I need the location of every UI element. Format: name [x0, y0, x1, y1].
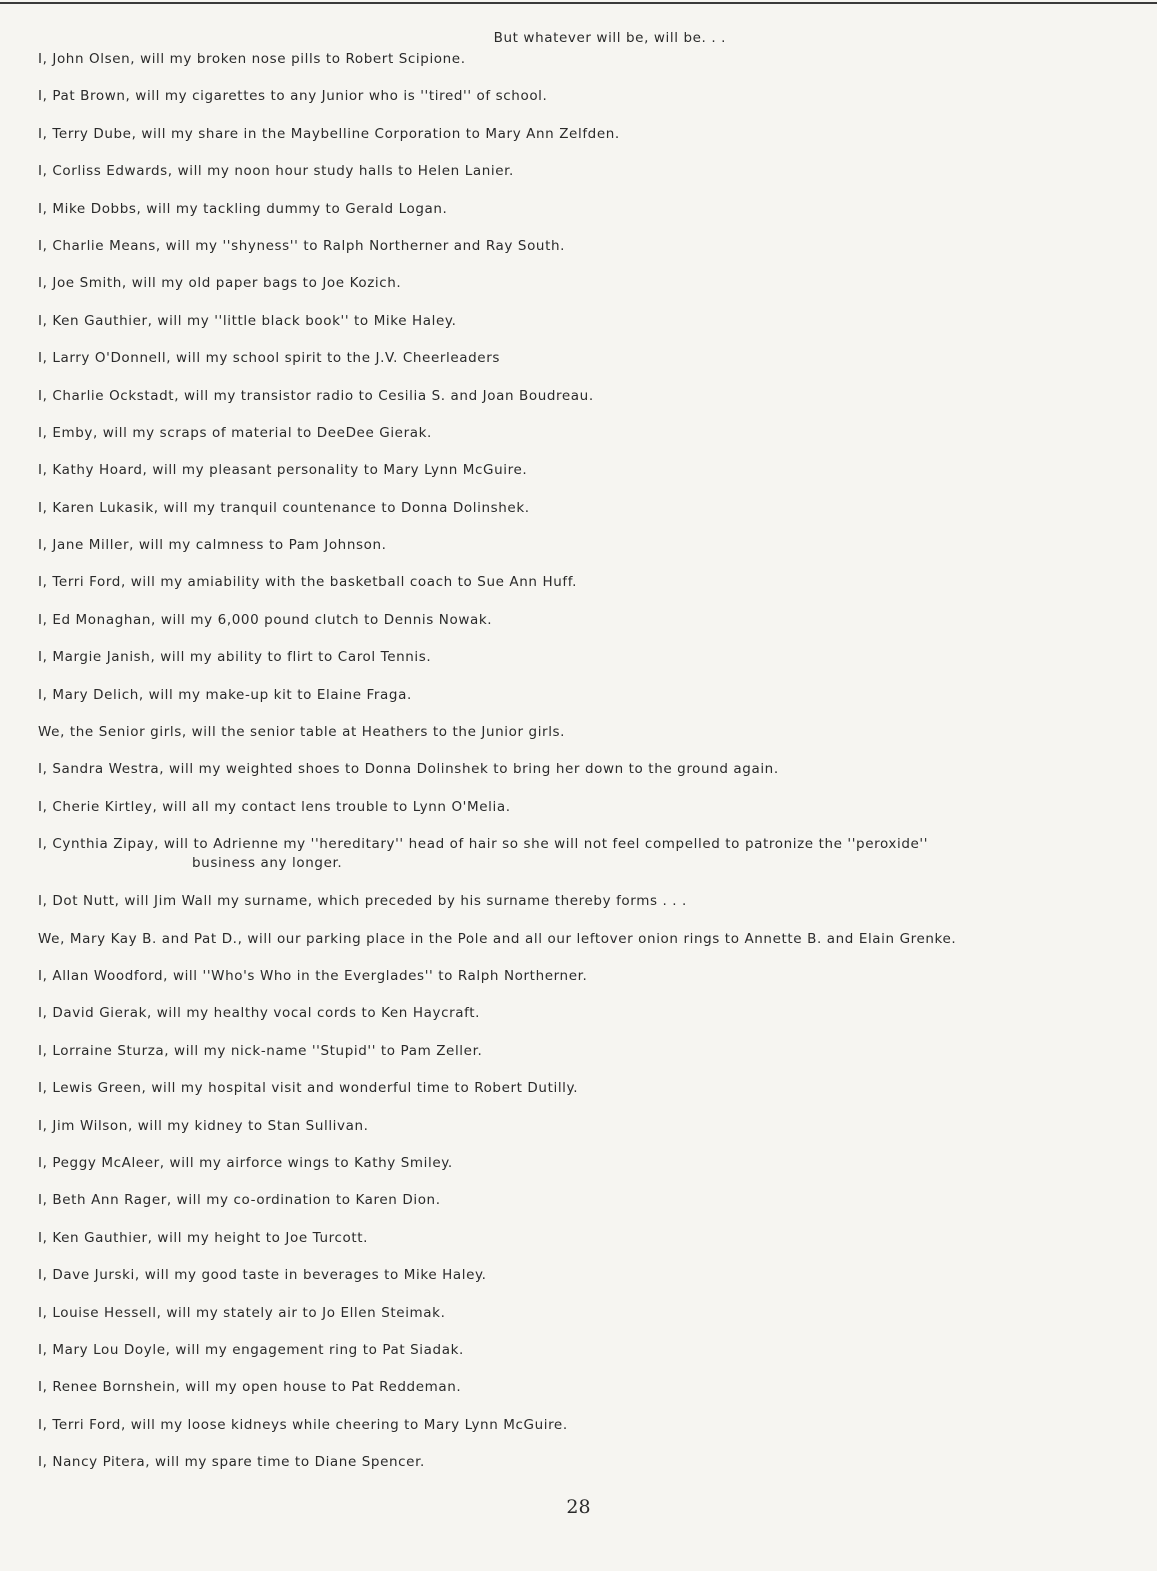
- will-entry: I, Renee Bornshein, will my open house to Pat Reddeman.: [38, 1379, 462, 1396]
- will-entry: We, Mary Kay B. and Pat D., will our parking place in the Pole and all our leftover onion rings to Annette B. and Elain Grenke.: [38, 930, 957, 947]
- will-entry: I, Terri Ford, will my amiability with the basketball coach to Sue Ann Huff.: [38, 574, 577, 591]
- will-entry: I, Jane Miller, will my calmness to Pam Johnson.: [38, 537, 387, 554]
- will-entry: I, Dot Nutt, will Jim Wall my surname, which preceded by his surname thereby forms . . .: [38, 893, 687, 910]
- page-header: But whatever will be, will be. . .: [493, 30, 726, 46]
- will-entry: I, Corliss Edwards, will my noon hour study halls to Helen Lanier.: [38, 163, 514, 180]
- will-entry: I, Kathy Hoard, will my pleasant personality to Mary Lynn McGuire.: [38, 462, 528, 479]
- will-entry: I, Lorraine Sturza, will my nick-name ''Stupid'' to Pam Zeller.: [38, 1042, 483, 1059]
- top-rule: [0, 2, 1157, 4]
- will-entry: I, Joe Smith, will my old paper bags to Joe Kozich.: [38, 275, 402, 292]
- will-entry: I, Dave Jurski, will my good taste in beverages to Mike Haley.: [38, 1267, 487, 1284]
- will-entry: I, Jim Wilson, will my kidney to Stan Sullivan.: [38, 1117, 369, 1134]
- will-entry: I, Louise Hessell, will my stately air to Jo Ellen Steimak.: [38, 1304, 446, 1321]
- will-entry: I, Nancy Pitera, will my spare time to Diane Spencer.: [38, 1454, 425, 1471]
- will-entry-wrapped: [38, 835, 1123, 892]
- will-entry: I, Cherie Kirtley, will all my contact lens trouble to Lynn O'Melia.: [38, 798, 511, 815]
- will-entry: I, Larry O'Donnell, will my school spirit to the J.V. Cheerleaders: [38, 350, 500, 367]
- will-entry: I, Sandra Westra, will my weighted shoes to Donna Dolinshek to bring her down to the ground again.: [38, 761, 779, 778]
- will-entry: I, Ken Gauthier, will my ''little black book'' to Mike Haley.: [38, 312, 457, 329]
- will-entry: I, Margie Janish, will my ability to flirt to Carol Tennis.: [38, 649, 432, 666]
- will-entry: I, Terry Dube, will my share in the Maybelline Corporation to Mary Ann Zelfden.: [38, 125, 620, 142]
- will-entry: I, Karen Lukasik, will my tranquil countenance to Donna Dolinshek.: [38, 499, 530, 516]
- will-entry: I, Lewis Green, will my hospital visit and wonderful time to Robert Dutilly.: [38, 1080, 579, 1097]
- will-entry: I, Pat Brown, will my cigarettes to any Junior who is ''tired'' of school.: [38, 88, 548, 105]
- will-entry: I, Mary Delich, will my make-up kit to Elaine Fraga.: [38, 686, 412, 703]
- will-entry: We, the Senior girls, will the senior table at Heathers to the Junior girls.: [38, 724, 566, 741]
- will-entry: I, Emby, will my scraps of material to DeeDee Gierak.: [38, 424, 432, 441]
- will-entry: I, David Gierak, will my healthy vocal cords to Ken Haycraft.: [38, 1005, 481, 1022]
- will-entry: I, John Olsen, will my broken nose pills to Robert Scipione.: [38, 51, 466, 67]
- will-entry: I, Allan Woodford, will ''Who's Who in the Everglades'' to Ralph Northerner.: [38, 967, 588, 984]
- will-entry: I, Charlie Means, will my ''shyness'' to Ralph Northerner and Ray South.: [38, 237, 566, 254]
- will-entry: I, Mary Lou Doyle, will my engagement ring to Pat Siadak.: [38, 1341, 464, 1358]
- will-entry-line-1: I, Cynthia Zipay, will to Adrienne my ''hereditary'' head of hair so she will not feel compelled to patronize the ''peroxide'': [38, 836, 929, 853]
- will-entry: I, Charlie Ockstadt, will my transistor radio to Cesilia S. and Joan Boudreau.: [38, 387, 594, 404]
- will-entry: I, Ken Gauthier, will my height to Joe Turcott.: [38, 1229, 369, 1246]
- page-number: 28: [566, 1496, 591, 1518]
- will-entry: I, Peggy McAleer, will my airforce wings to Kathy Smiley.: [38, 1154, 453, 1171]
- will-entry: I, Ed Monaghan, will my 6,000 pound clutch to Dennis Nowak.: [38, 611, 493, 628]
- will-entries-list: [38, 50, 1123, 1490]
- will-entry-line-2: business any longer.: [192, 855, 343, 872]
- will-entry: I, Mike Dobbs, will my tackling dummy to Gerald Logan.: [38, 200, 448, 217]
- will-entry: I, Beth Ann Rager, will my co-ordination to Karen Dion.: [38, 1192, 441, 1209]
- will-entry: I, Terri Ford, will my loose kidneys while cheering to Mary Lynn McGuire.: [38, 1416, 568, 1433]
